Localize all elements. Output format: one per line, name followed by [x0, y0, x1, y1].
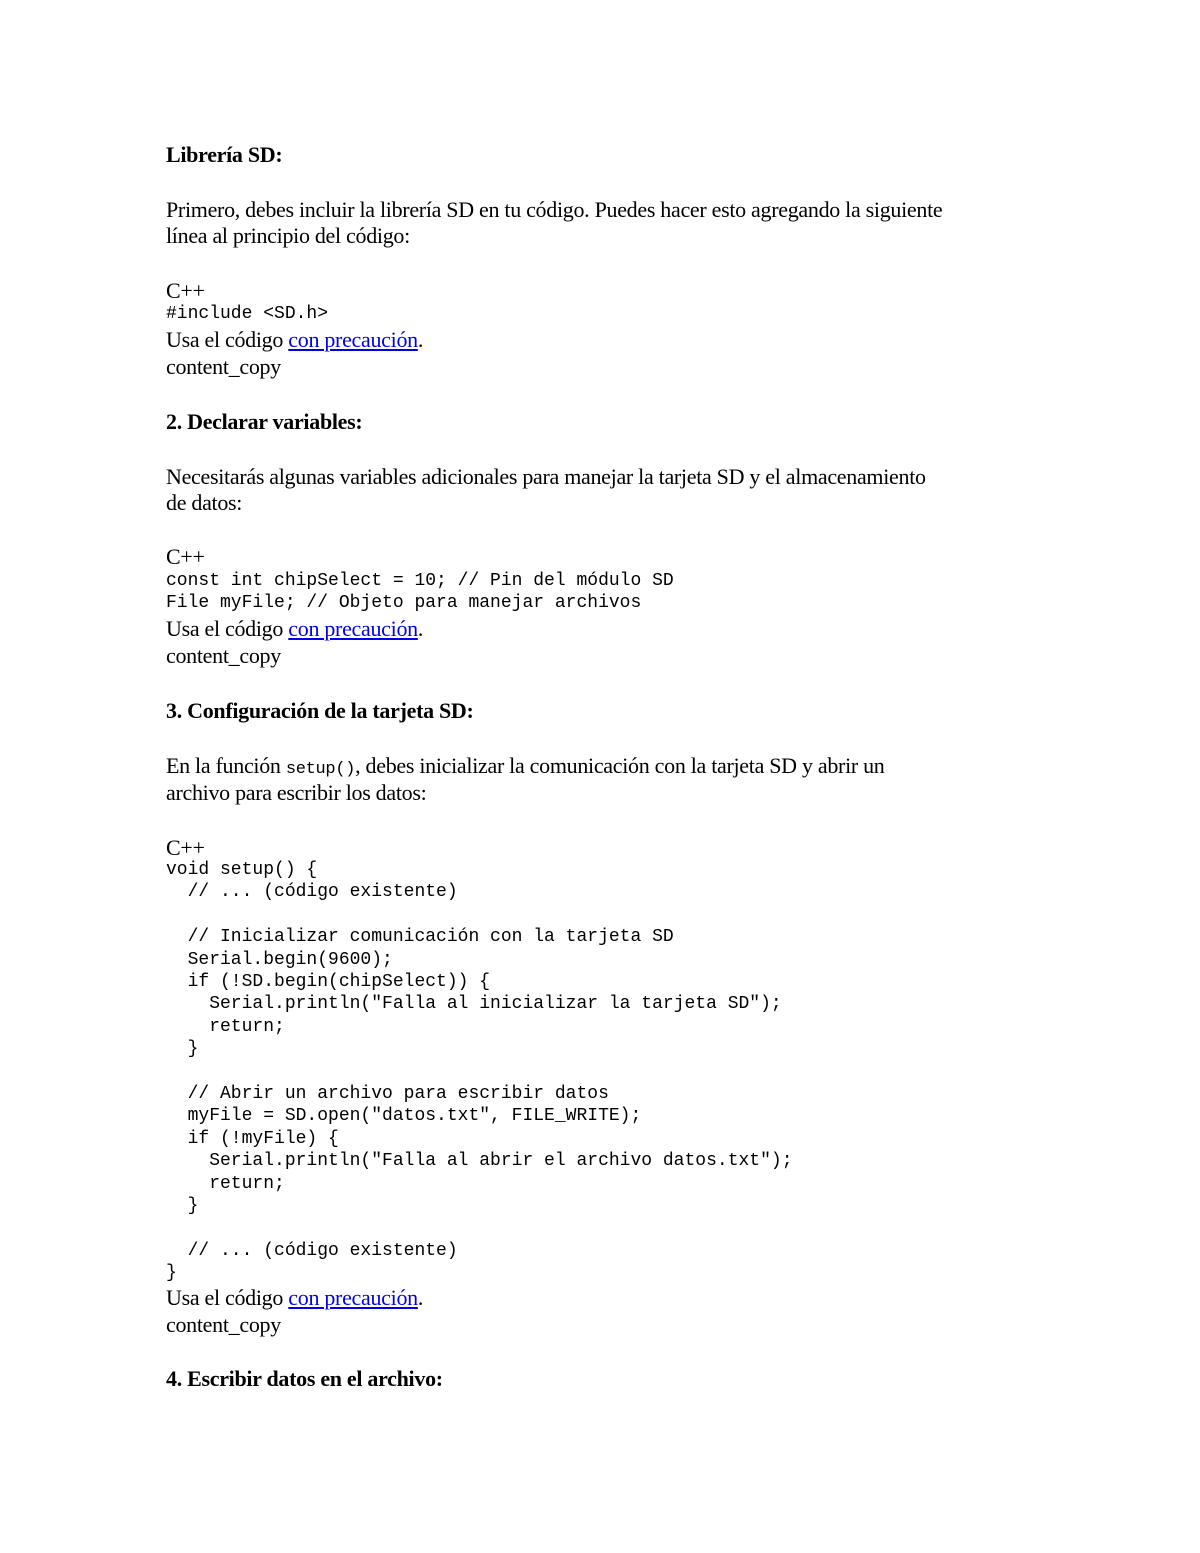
- paragraph-line: [166, 753, 885, 783]
- content-copy-label: content_copy: [166, 643, 281, 668]
- code-language-label: C++: [166, 544, 205, 569]
- code-language-label: C++: [166, 278, 205, 303]
- caution-note-period: .: [417, 616, 424, 641]
- content-copy-label: content_copy: [166, 354, 281, 379]
- code-line: // ... (código existente): [166, 882, 458, 902]
- caution-link[interactable]: con precaución: [288, 1285, 418, 1310]
- section-title-libreria: Librería SD:: [166, 142, 283, 167]
- inline-code: setup(): [285, 760, 356, 779]
- code-line: return;: [166, 1174, 285, 1194]
- code-line: // Abrir un archivo para escribir datos: [166, 1084, 609, 1104]
- section-title-declarar: 2. Declarar variables:: [166, 409, 363, 434]
- code-line: const int chipSelect = 10; // Pin del módulo SD: [166, 571, 674, 591]
- paragraph-line: línea al principio del código:: [166, 223, 410, 248]
- code-line: File myFile; // Objeto para manejar archivos: [166, 593, 642, 613]
- paragraph-text: En la función: [166, 753, 286, 778]
- caution-note-text: Usa el código: [166, 616, 289, 641]
- paragraph-line: archivo para escribir los datos:: [166, 780, 427, 805]
- code-line: if (!SD.begin(chipSelect)) {: [166, 972, 491, 992]
- code-line: myFile = SD.open("datos.txt", FILE_WRITE);: [166, 1106, 642, 1126]
- paragraph-text: , debes inicializar la comunicación con la tarjeta SD y abrir un: [355, 753, 885, 778]
- code-line: }: [166, 1196, 199, 1216]
- caution-note-text: Usa el código: [166, 1285, 289, 1310]
- code-line: #include <SD.h>: [166, 304, 329, 324]
- paragraph-line: Primero, debes incluir la librería SD en tu código. Puedes hacer esto agregando la siguiente: [166, 197, 943, 222]
- code-line: }: [166, 1039, 199, 1059]
- code-line: Serial.println("Falla al inicializar la tarjeta SD");: [166, 994, 782, 1014]
- section-title-escribir: 4. Escribir datos en el archivo:: [166, 1366, 443, 1391]
- code-line: Serial.println("Falla al abrir el archivo datos.txt");: [166, 1151, 793, 1171]
- code-line: if (!myFile) {: [166, 1129, 339, 1149]
- code-line: return;: [166, 1017, 285, 1037]
- caution-note-text: Usa el código: [166, 327, 289, 352]
- paragraph-line: Necesitarás algunas variables adicionales para manejar la tarjeta SD y el almacenamiento: [166, 464, 926, 489]
- code-line: Serial.begin(9600);: [166, 950, 393, 970]
- code-language-label: C++: [166, 835, 205, 860]
- caution-note: [166, 327, 423, 353]
- caution-note-period: .: [417, 327, 424, 352]
- caution-note: [166, 616, 423, 642]
- code-line: // ... (código existente): [166, 1241, 458, 1261]
- code-line: // Inicializar comunicación con la tarjeta SD: [166, 927, 674, 947]
- section-title-configuracion: 3. Configuración de la tarjeta SD:: [166, 698, 474, 723]
- code-line: }: [166, 1263, 177, 1283]
- content-copy-label: content_copy: [166, 1312, 281, 1337]
- caution-note-period: .: [417, 1285, 424, 1310]
- caution-link[interactable]: con precaución: [288, 327, 418, 352]
- code-line: void setup() {: [166, 860, 318, 880]
- caution-note: [166, 1285, 423, 1311]
- caution-link[interactable]: con precaución: [288, 616, 418, 641]
- paragraph-line: de datos:: [166, 490, 243, 515]
